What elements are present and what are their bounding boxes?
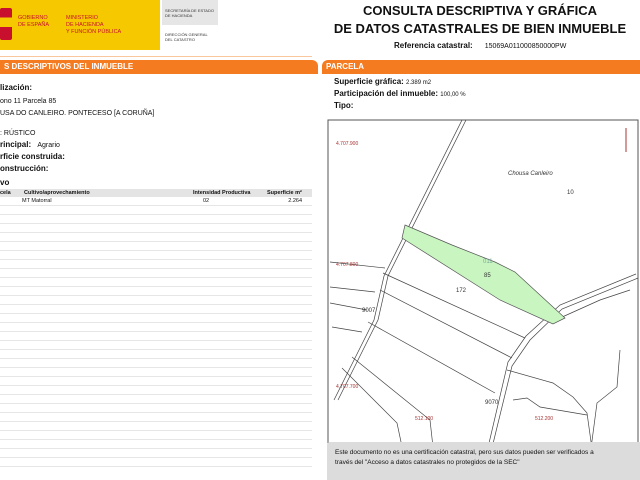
coord-x-512100: 512.100 <box>415 416 434 422</box>
uso-value: Agrario <box>37 142 60 149</box>
coord-x-512200: 512.200 <box>535 416 554 422</box>
gov-line2: DE ESPAÑA <box>18 22 50 28</box>
parcel-label-172: 172 <box>456 288 467 294</box>
parcel-label-85: 85 <box>484 273 491 279</box>
poligono-label-011: 011 <box>483 259 493 265</box>
section-title-b: INMUEBLE <box>91 62 134 71</box>
clase-value: : RÚSTICO <box>0 130 36 137</box>
col-subparcela: cela <box>0 190 11 196</box>
section-title-a: S DESCRIPTIVOS DEL <box>4 62 92 71</box>
coord-y-4707700: 4.707.700 <box>336 384 359 390</box>
page-title-line1: CONSULTA DESCRIPTIVA Y GRÁFICA <box>362 3 597 18</box>
min-line1: MINISTERIO <box>66 15 99 21</box>
participacion-label: Participación del inmueble: <box>334 89 439 98</box>
sup-grafica-value: 2.389 m2 <box>406 80 432 86</box>
coord-y-4707900: 4.707.900 <box>336 141 359 147</box>
disclaimer-line1: Este documento no es una certificación catastral, pero sus datos pueden ser verificados a <box>335 449 594 456</box>
disclaimer-line2: través del "Acceso a datos catastrales no protegidos de la SEC" <box>335 459 520 466</box>
dir-line2: DEL CATASTRO <box>165 37 195 42</box>
ref-label: Referencia catastral: <box>394 41 473 50</box>
min-line3: Y FUNCIÓN PÚBLICA <box>66 29 122 35</box>
uso-label: rincipal: <box>0 140 32 149</box>
sec-line2: DE HACIENDA <box>165 13 193 18</box>
dir-line1: DIRECCIÓN GENERAL <box>165 32 208 37</box>
cell-intensidad: 02 <box>203 198 210 204</box>
gov-line1: GOBIERNO <box>18 15 48 21</box>
section-header-parcela: PARCELA <box>322 60 640 74</box>
cell-superficie: 2.264 <box>288 198 302 204</box>
col-intensidad: Intensidad Productiva <box>193 190 251 196</box>
parcel-label-9007: 9007 <box>362 308 376 314</box>
cultivo-label: vo <box>0 178 10 187</box>
col-superficie: Superficie m² <box>267 190 302 196</box>
col-cultivo: Cultivo/aprovechamiento <box>24 190 90 196</box>
parcel-label-10: 10 <box>567 190 574 196</box>
localizacion-line1: ono 11 Parcela 85 <box>0 98 57 105</box>
localizacion-line2: USA DO CANLEIRO. PONTECESO [A CORUÑA] <box>0 110 155 117</box>
sec-line1: SECRETARÍA DE ESTADO <box>165 8 214 13</box>
page-title-line2: DE DATOS CATASTRALES DE BIEN INMUEBLE <box>333 21 627 36</box>
disclaimer-box <box>327 442 640 480</box>
parcel-label-9070: 9070 <box>485 400 499 406</box>
cell-cultivo: MT Matorral <box>22 198 52 204</box>
localizacion-label: lización: <box>0 83 33 92</box>
tipo-label: Tipo: <box>334 101 354 110</box>
superficie-construida-label: rficie construida: <box>0 152 65 161</box>
anio-construccion-label: onstrucción: <box>0 164 49 173</box>
coord-y-4707800: 4.707.800 <box>336 262 359 268</box>
map-place-label: Chousa Canleiro <box>508 171 553 177</box>
ref-value: 15069A011000850000PW <box>484 43 567 50</box>
min-line2: DE HACIENDA <box>66 22 104 28</box>
participacion-value: 100,00 % <box>440 92 466 98</box>
sup-grafica-label: Superficie gráfica: <box>334 77 404 86</box>
